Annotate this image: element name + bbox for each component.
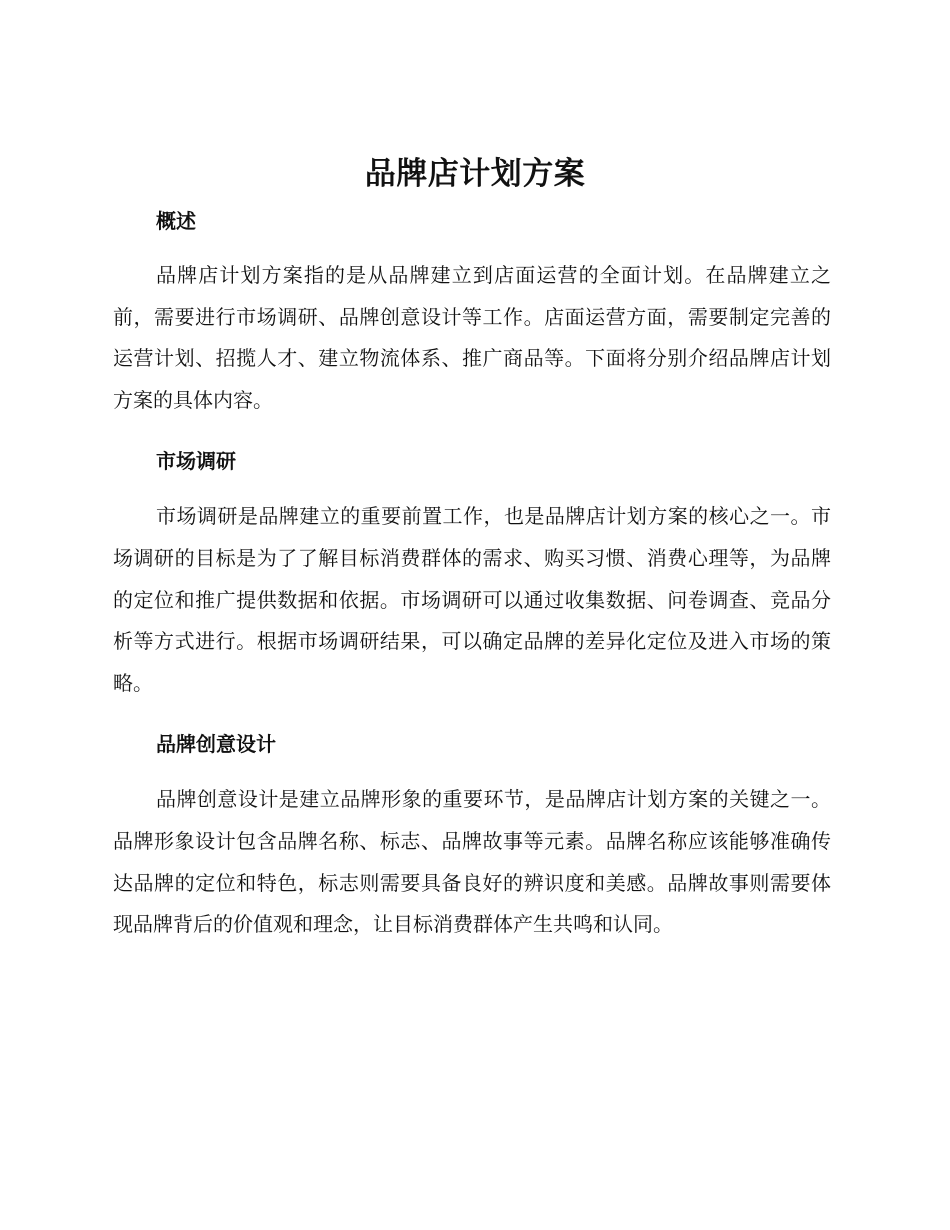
section-paragraph-market-research: 市场调研是品牌建立的重要前置工作，也是品牌店计划方案的核心之一。市场调研的目标是为了了解目标消费群体的需求、购买习惯、消费心理等，为品牌的定位和推广提供数据和依据。市场调研可以通过收集数据、问卷调查、竞品分析等方式进行。根据市场调研结果，可以确定品牌的差异化定位及进入市场的策略。 (113, 504, 831, 695)
section-heading-market-research: 市场调研 (156, 449, 236, 474)
section-heading-brand-design: 品牌创意设计 (156, 732, 276, 757)
section-paragraph-brand-design: 品牌创意设计是建立品牌形象的重要环节，是品牌店计划方案的关键之一。品牌形象设计包含品牌名称、标志、品牌故事等元素。品牌名称应该能够准确传达品牌的定位和特色，标志则需要具备良好的辨识度和美感。品牌故事则需要体现品牌背后的价值观和理念，让目标消费群体产生共鸣和认同。 (113, 787, 831, 937)
section-paragraph-overview: 品牌店计划方案指的是从品牌建立到店面运营的全面计划。在品牌建立之前，需要进行市场调研、品牌创意设计等工作。店面运营方面，需要制定完善的运营计划、招揽人才、建立物流体系、推广商品等。下面将分别介绍品牌店计划方案的具体内容。 (113, 263, 831, 412)
section-heading-overview: 概述 (156, 209, 196, 233)
document-title: 品牌店计划方案 (364, 156, 586, 192)
document-body (113, 202, 831, 946)
